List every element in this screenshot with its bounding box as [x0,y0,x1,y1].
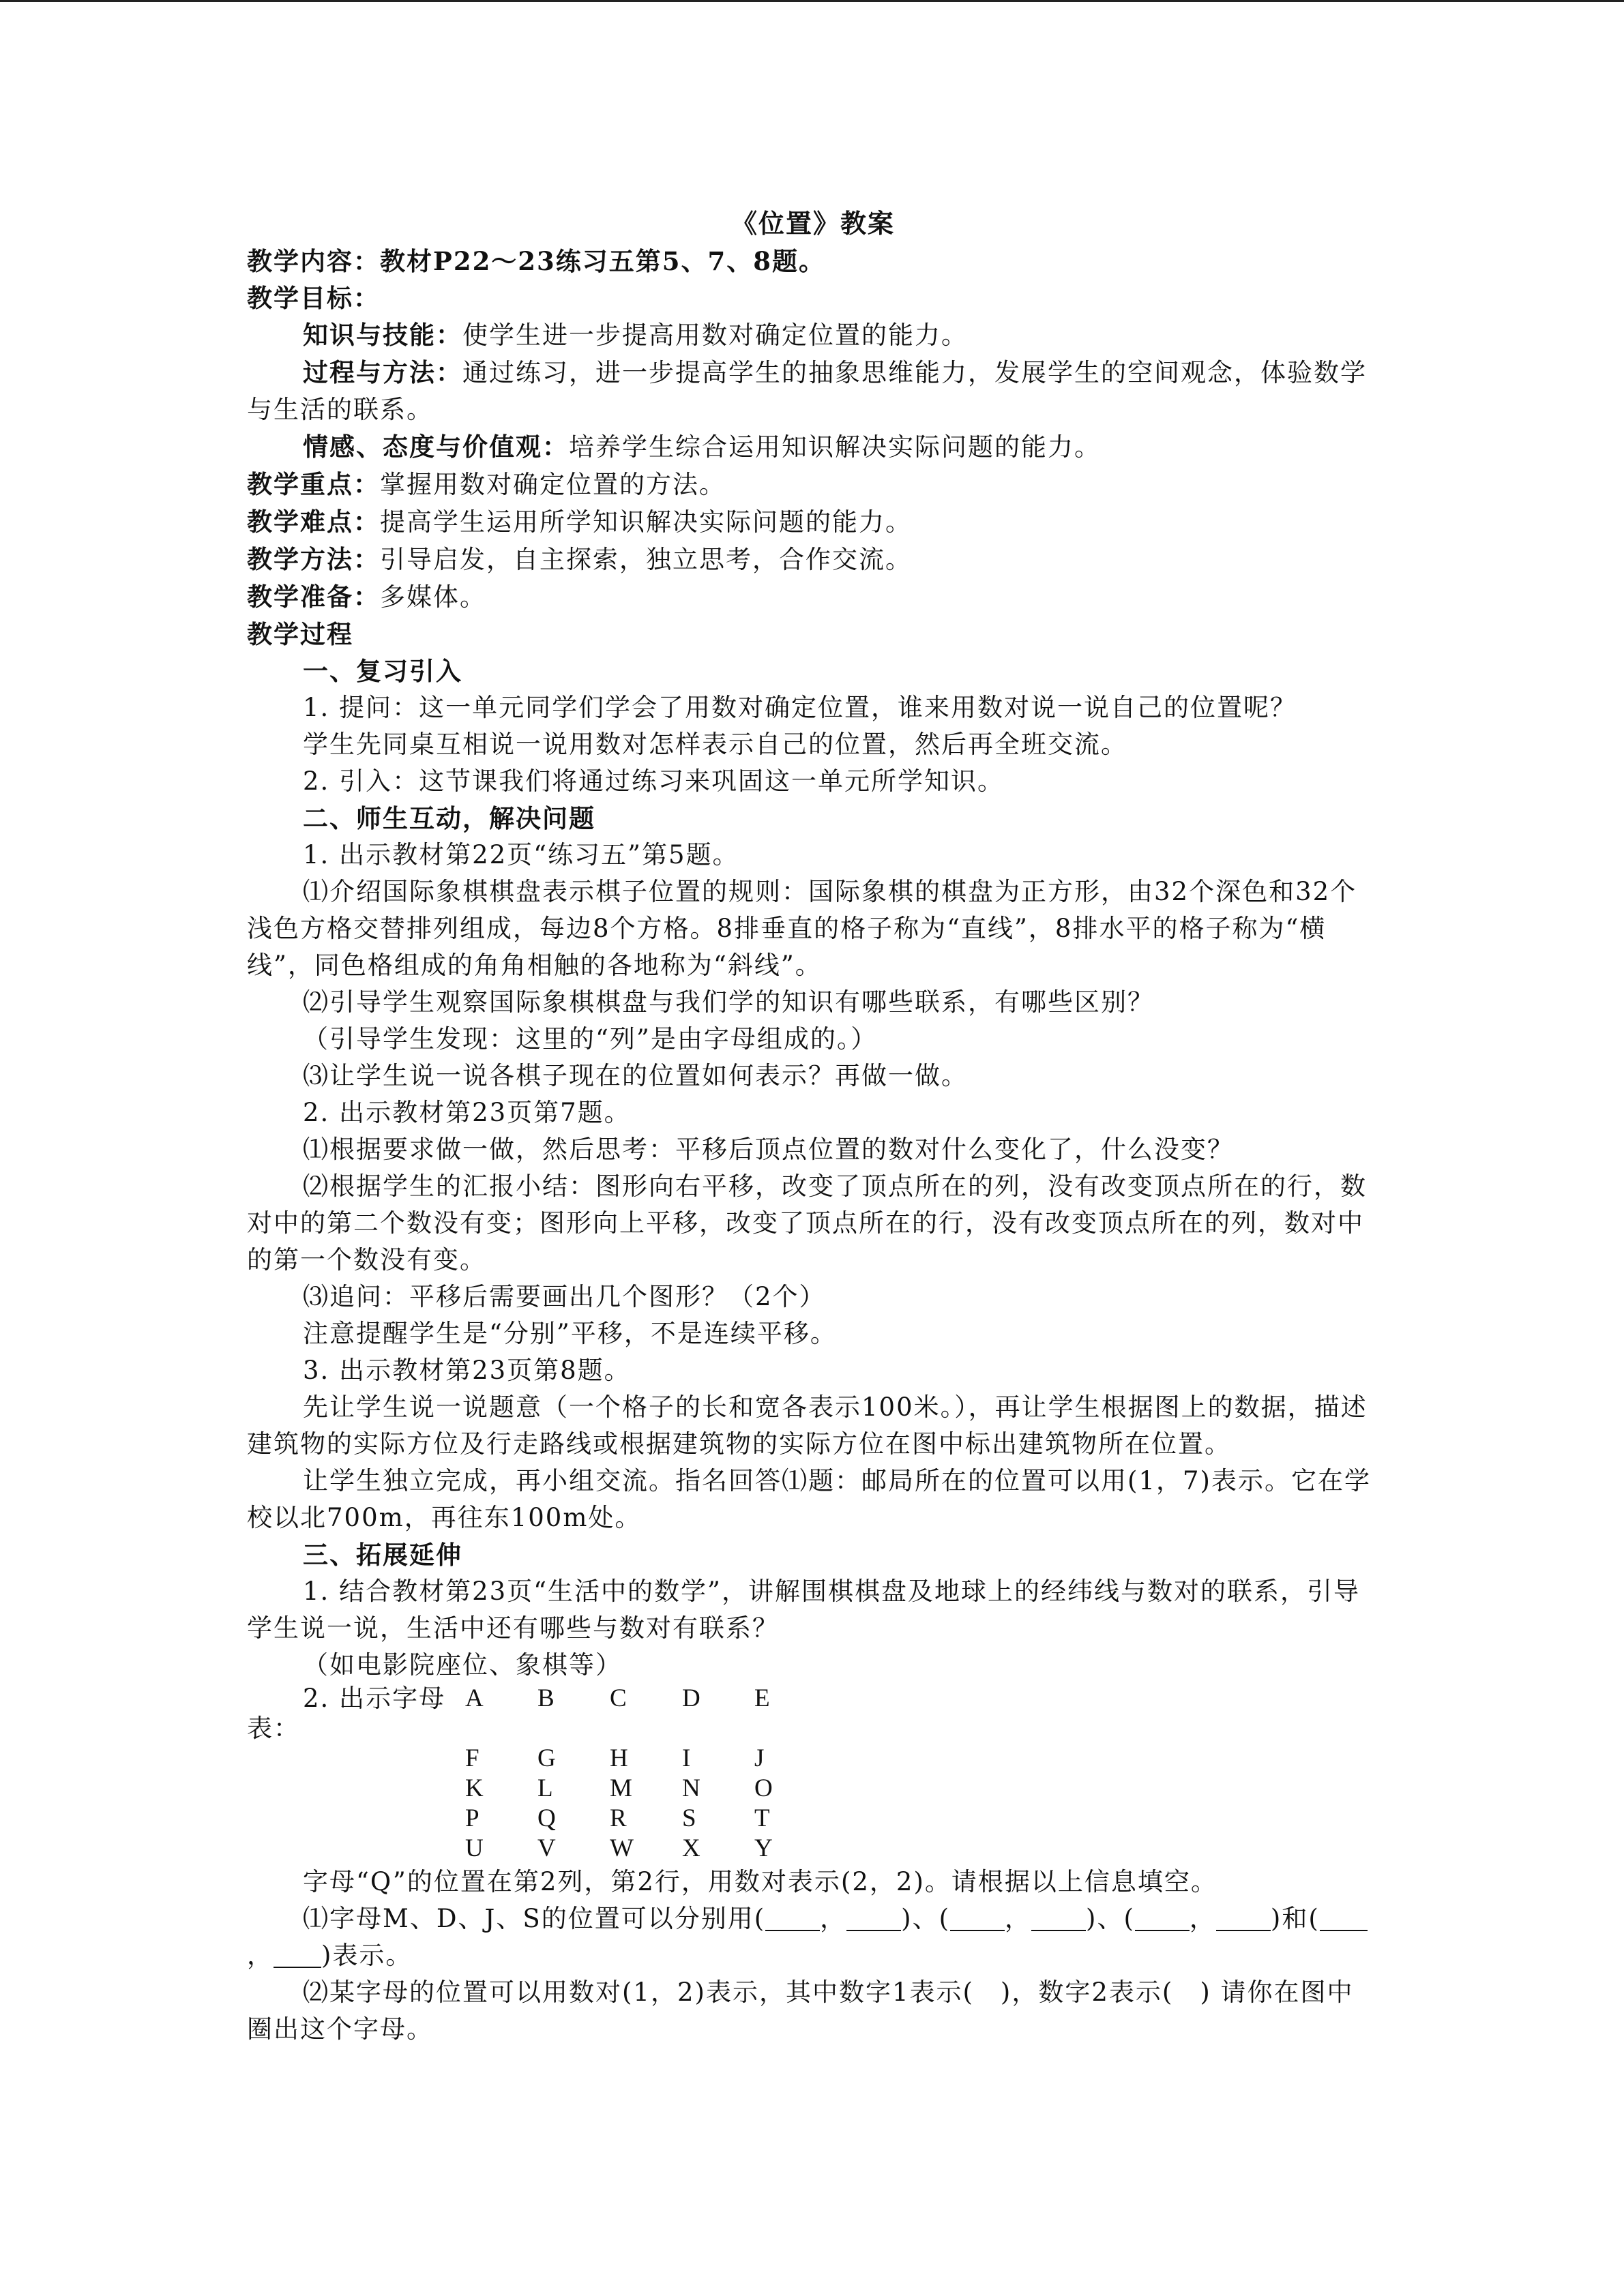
knowledge-text: 使学生进一步提高用数对确定位置的能力。 [462,320,968,350]
letter-cell: N [682,1774,700,1802]
section2-paragraph-2: ⑴介绍国际象棋棋盘表示棋子位置的规则：国际象棋的棋盘为正方形，由32个深色和32个浅色方格交替排列组成，每边8个方格。8排垂直的格子称为“直线”，8排水平的格子称为“横线”，同色格组成的角角相触的各地称为“斜线”。 [247,877,1357,980]
prep-text: 多媒体。 [380,582,486,612]
letter-cell: Q [537,1804,556,1832]
prep-label: 教学准备： [247,582,380,612]
letter-cell: U [465,1834,484,1862]
q1-text-end: )表示。 [321,1941,413,1970]
letter-table [247,1684,1379,1864]
letter-row [247,1804,1379,1834]
method-label: 教学方法： [247,544,380,574]
letter-cell: E [754,1684,770,1712]
letter-cell: D [682,1684,700,1712]
fill-question-2: ⑵某字母的位置可以用数对(1，2)表示，其中数字1表示( )，数字2表示( ) 请你在图中圈出这个字母。 [247,1978,1354,2044]
q1-text-mid: )、( [1086,1904,1135,1933]
letter-cell: A [465,1684,484,1712]
answer-blank[interactable] [1031,1904,1086,1931]
letter-row [247,1744,1379,1774]
q1-separator: ， [1189,1904,1216,1933]
section1-heading: 一、复习引入 [303,656,462,686]
answer-blank[interactable] [846,1904,901,1931]
section3-paragraph-2: （如电影院座位、象棋等） [303,1650,622,1680]
section1-paragraph-3: 2. 引入：这节课我们将通过练习来巩固这一单元所学知识。 [303,766,1005,796]
letter-cell: L [537,1774,553,1802]
letter-cell: K [465,1774,484,1802]
teaching-method [247,541,1379,578]
letter-cell: Y [754,1834,773,1862]
top-border-line [0,0,1624,2]
section3-heading: 三、拓展延伸 [303,1540,462,1570]
q1-text-and: )和 [1270,1904,1309,1933]
section2-paragraph-8: ⑵根据学生的汇报小结：图形向右平移，改变了顶点所在的列，没有改变顶点所在的行，数对中的第二个数没有变；图形向上平移，改变了顶点所在的行，没有改变顶点所在的列，数对中的第一个数没有变。 [247,1172,1367,1274]
q1-separator: ， [820,1904,847,1933]
section2-paragraph-13: 让学生独立完成，再小组交流。指名回答⑴题：邮局所在的位置可以用(1，7)表示。它在学校以北700m，再往东100m处。 [247,1466,1371,1532]
section2-heading: 二、师生互动，解决问题 [303,803,595,833]
letter-row-spacer [247,1774,465,1804]
letter-row [247,1684,1379,1744]
answer-blank[interactable] [765,1904,820,1931]
q1-separator: ， [1005,1904,1032,1933]
process-heading: 教学过程 [247,619,353,649]
letter-cell: S [682,1804,696,1832]
process-goal [247,354,1379,428]
section2-paragraph-12: 先让学生说一说题意（一个格子的长和宽各表示100米。），再让学生根据图上的数据，描述建筑物的实际方位及行走路线或根据建筑物的实际方位在图中标出建筑物所在位置。 [247,1392,1368,1459]
letter-cell: M [610,1774,632,1802]
letter-cell: F [465,1744,479,1772]
document-title: 《位置》教案 [730,208,895,239]
teaching-difficulty [247,503,1379,541]
answer-blank[interactable] [1216,1904,1271,1931]
letter-cell: G [537,1744,556,1772]
letter-cell: P [465,1804,479,1832]
letter-cell: V [537,1834,556,1862]
teaching-content [247,243,1379,280]
difficulty-text: 提高学生运用所学知识解决实际问题的能力。 [380,507,912,537]
section2-paragraph-4: （引导学生发现：这里的“列”是由字母组成的。） [303,1024,878,1054]
emotion-goal [247,428,1379,466]
section2-paragraph-7: ⑴根据要求做一做，然后思考：平移后顶点位置的数对什么变化了，什么没变？ [303,1135,1234,1164]
q1-open-paren: ( [1308,1904,1320,1933]
section2-paragraph-3: ⑵引导学生观察国际象棋棋盘与我们学的知识有哪些联系，有哪些区别？ [303,987,1154,1017]
letter-cell: C [610,1684,627,1712]
teaching-key-point [247,466,1379,503]
section1-paragraph-1: 1. 提问：这一单元同学们学会了用数对确定位置，谁来用数对说一说自己的位置呢？ [303,693,1297,722]
section2-paragraph-9: ⑶追问：平移后需要画出几个图形？（2个） [303,1282,826,1311]
difficulty-label: 教学难点： [247,507,380,537]
emotion-label: 情感、态度与价值观： [303,432,569,462]
section2-paragraph-10: 注意提醒学生是“分别”平移，不是连续平移。 [303,1319,837,1348]
section2-paragraph-1: 1. 出示教材第22页“练习五”第5题。 [303,840,739,869]
letter-row-spacer [247,1804,465,1834]
letter-cell: X [682,1834,700,1862]
method-text: 引导启发，自主探索，独立思考，合作交流。 [380,545,912,574]
process-label: 过程与方法： [303,357,462,387]
section2-paragraph-5: ⑶让学生说一说各棋子现在的位置如何表示？再做一做。 [303,1061,968,1090]
lesson-plan-body [247,205,1379,2048]
emotion-text: 培养学生综合运用知识解决实际问题的能力。 [569,432,1101,462]
letter-cell: R [610,1804,627,1832]
answer-blank[interactable] [1320,1904,1368,1931]
q1-text-start: ⑴字母M、D、J、S的位置可以分别用( [303,1904,766,1933]
letter-cell: B [537,1684,555,1712]
teaching-preparation [247,578,1379,616]
letter-cell: W [610,1834,634,1862]
letter-cell: I [682,1744,691,1772]
answer-blank[interactable] [1135,1904,1190,1931]
section3-paragraph-1: 1. 结合教材第23页“生活中的数学”，讲解围棋棋盘及地球上的经纬线与数对的联系，引导学生说一说，生活中还有哪些与数对有联系？ [247,1577,1360,1643]
letter-cell: J [754,1744,765,1772]
letter-row [247,1834,1379,1864]
key-label: 教学重点： [247,469,380,499]
letter-cell: O [754,1774,773,1802]
process-text: 通过练习，进一步提高学生的抽象思维能力，发展学生的空间观念，体验数学与生活的联系。 [247,358,1367,424]
answer-blank[interactable] [274,1941,321,1968]
letter-row-spacer [247,1744,465,1774]
section3-paragraph-3: 字母“Q”的位置在第2列，第2行，用数对表示(2，2)。请根据以上信息填空。 [303,1867,1217,1896]
letter-cell: T [754,1804,770,1832]
fill-question-1 [247,1900,1379,1974]
section1-paragraph-2: 学生先同桌互相说一说用数对怎样表示自己的位置，然后再全班交流。 [303,730,1127,759]
letter-table-label: 2. 出示字母表： [247,1684,446,1743]
q1-separator: ， [247,1941,274,1970]
q1-text-mid: )、( [901,1904,951,1933]
goals-label: 教学目标： [247,283,380,313]
answer-blank[interactable] [950,1904,1005,1931]
key-text: 掌握用数对确定位置的方法。 [380,470,726,499]
content-label: 教学内容： [247,246,380,276]
content-text: 教材P22～23练习五第5、7、8题。 [380,246,826,276]
section2-paragraph-6: 2. 出示教材第23页第7题。 [303,1098,631,1127]
section2-paragraph-11: 3. 出示教材第23页第8题。 [303,1356,631,1385]
knowledge-label: 知识与技能： [303,320,462,350]
letter-cell: H [610,1744,628,1772]
letter-row-spacer [247,1834,465,1864]
knowledge-goal [247,316,1379,354]
letter-row [247,1774,1379,1804]
